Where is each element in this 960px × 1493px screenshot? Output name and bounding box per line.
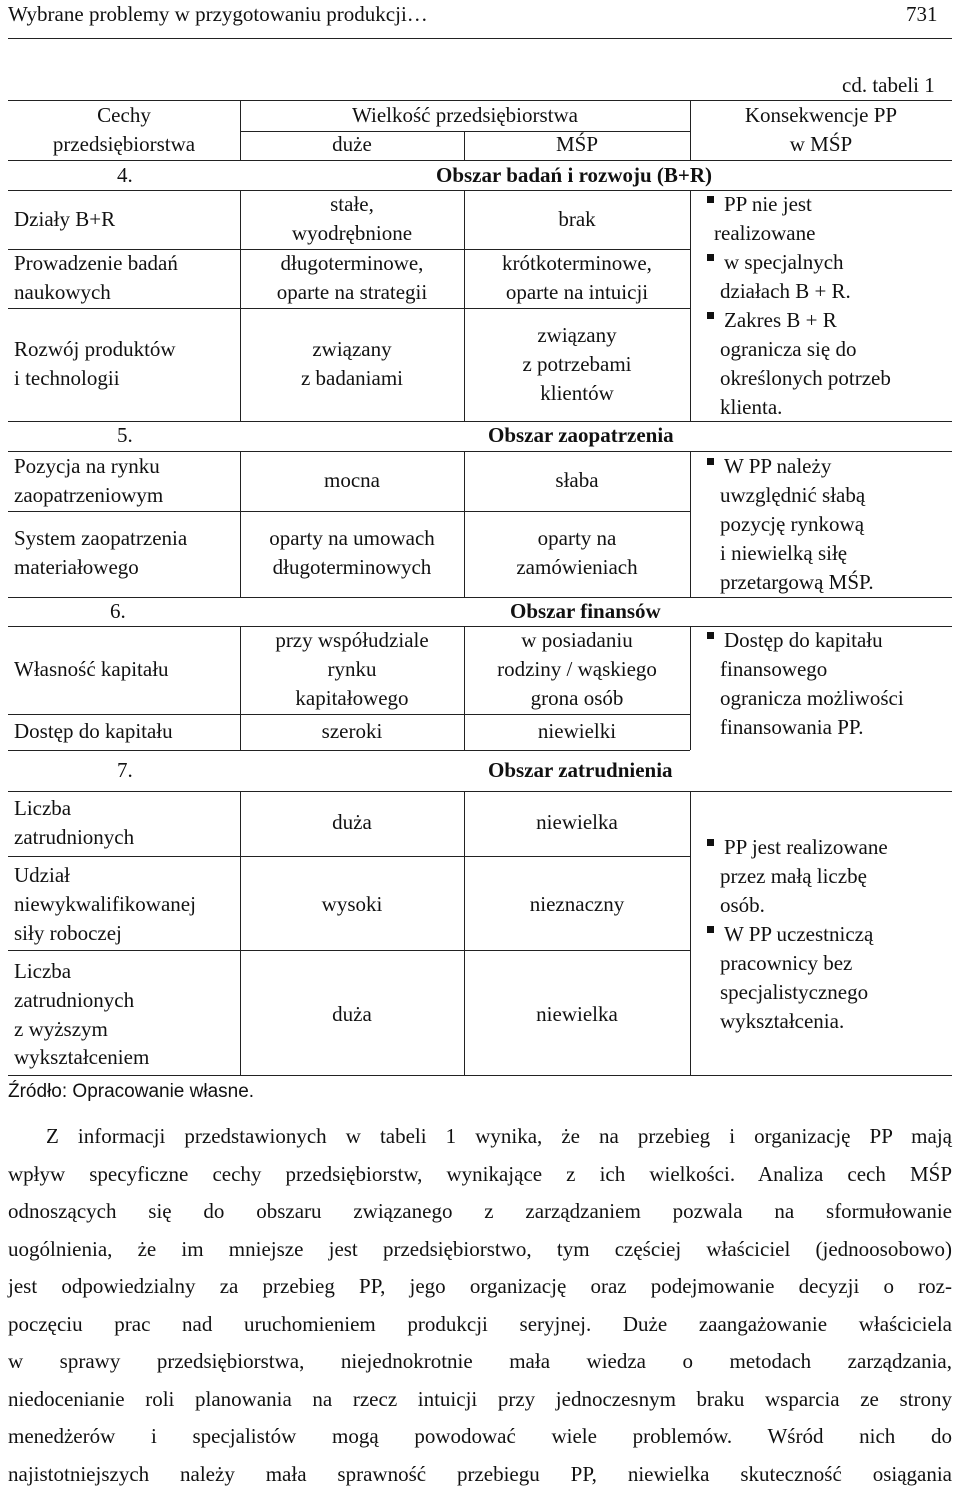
row-msp: krótkoterminowe, bbox=[464, 249, 690, 278]
row-label: zaopatrzeniowym bbox=[14, 481, 163, 510]
section-7-title: Obszar zatrudnienia bbox=[488, 756, 673, 785]
row-label: Udział bbox=[14, 861, 70, 890]
row-msp: grona osób bbox=[464, 684, 690, 713]
consequence-line: finansowego bbox=[720, 655, 904, 684]
col-vline bbox=[690, 626, 691, 750]
consequence-line: i niewielką siłę bbox=[720, 539, 874, 568]
header-vline bbox=[240, 100, 241, 160]
header-inner-rule bbox=[240, 131, 690, 132]
col-vline bbox=[464, 791, 465, 1075]
col-vline bbox=[240, 190, 241, 421]
consequence-item bbox=[707, 452, 874, 597]
col-vline bbox=[690, 451, 691, 597]
consequence-item bbox=[707, 920, 873, 1036]
row-msp: nieznaczny bbox=[464, 890, 690, 919]
consequence-line: specjalistycznego bbox=[720, 978, 873, 1007]
row-label: System zaopatrzenia bbox=[14, 524, 187, 553]
row-label: Działy B+R bbox=[14, 205, 115, 234]
header-konsekwencje-line1: Konsekwencje PP bbox=[690, 101, 952, 130]
bullet-icon bbox=[707, 254, 714, 261]
consequence-line: uwzględnić słabą bbox=[720, 481, 874, 510]
row-label: i technologii bbox=[14, 364, 120, 393]
section-6-number: 6. bbox=[110, 597, 126, 626]
consequence-line: w specjalnych bbox=[724, 248, 851, 277]
paragraph-line: w sprawy przedsiębiorstwa, niejednokrotnie mała wiedza o metodach zarządzania, bbox=[8, 1343, 952, 1381]
running-header-title: Wybrane problemy w przygotowaniu produkcji… bbox=[8, 0, 428, 29]
row-duze: oparty na umowach bbox=[240, 524, 464, 553]
header-rule bbox=[8, 38, 952, 39]
row-msp: brak bbox=[464, 205, 690, 234]
consequence-item bbox=[707, 190, 815, 248]
row-msp: zamówieniach bbox=[464, 553, 690, 582]
page-number: 731 bbox=[906, 0, 938, 29]
col-vline bbox=[464, 626, 465, 750]
col-vline bbox=[240, 791, 241, 1075]
row-msp: słaba bbox=[464, 466, 690, 495]
bullet-icon bbox=[707, 839, 714, 846]
consequence-line: osób. bbox=[720, 891, 888, 920]
paragraph-line: poczęciu prac nad uruchomieniem produkcji seryjnej. Duże zaangażowanie właściciela bbox=[8, 1306, 952, 1344]
consequence-line: przetargową MŚP. bbox=[720, 568, 874, 597]
consequence-line: realizowane bbox=[714, 219, 815, 248]
paragraph-line: menedżerów i specjalistów mogą powodować wiele problemów. Wśród nich do bbox=[8, 1418, 952, 1456]
col-vline bbox=[464, 190, 465, 421]
row-duze: z badaniami bbox=[240, 364, 464, 393]
header-cechy-line1: Cechy bbox=[8, 101, 240, 130]
paragraph-line: uogólnienia, że im mniejsze jest przedsiębiorstwo, tym częściej właściciel (jednoosobowo) bbox=[8, 1231, 952, 1269]
row-duze: rynku bbox=[240, 655, 464, 684]
consequence-line: Zakres B + R bbox=[724, 306, 891, 335]
consequence-item bbox=[707, 248, 851, 306]
consequence-line: przez małą liczbę bbox=[720, 862, 888, 891]
paragraph-line: jest odpowiedzialny za przebieg PP, jego organizację oraz podejmowanie decyzji o roz- bbox=[8, 1268, 952, 1306]
row-msp: klientów bbox=[464, 379, 690, 408]
table-source: Źródło: Opracowanie własne. bbox=[8, 1077, 254, 1106]
body-paragraph bbox=[8, 1118, 952, 1493]
paragraph-line: najistotniejszych należy mała sprawność przebiegu PP, niewielka skuteczność osiągania bbox=[8, 1456, 952, 1493]
row-msp: niewielka bbox=[464, 1000, 690, 1029]
row-label: Liczba bbox=[14, 957, 71, 986]
row-msp: niewielki bbox=[464, 717, 690, 746]
consequence-line: klienta. bbox=[720, 393, 891, 422]
consequence-line: pracownicy bez bbox=[720, 949, 873, 978]
row-label: Własność kapitału bbox=[14, 655, 169, 684]
row-label: Liczba bbox=[14, 794, 71, 823]
section-6-title: Obszar finansów bbox=[510, 597, 661, 626]
row-duze: kapitałowego bbox=[240, 684, 464, 713]
section-rule bbox=[8, 421, 952, 422]
row-label: naukowych bbox=[14, 278, 111, 307]
row-rule bbox=[8, 714, 690, 715]
consequence-line: określonych potrzeb bbox=[720, 364, 891, 393]
consequence-line: ogranicza możliwości bbox=[720, 684, 904, 713]
row-rule bbox=[8, 791, 952, 792]
row-rule bbox=[8, 308, 690, 309]
section-4-number: 4. bbox=[117, 161, 133, 190]
consequence-line: W PP uczestniczą bbox=[724, 920, 873, 949]
row-label: materiałowego bbox=[14, 553, 139, 582]
consequence-line: działach B + R. bbox=[720, 277, 851, 306]
section-rule bbox=[8, 597, 952, 598]
row-label: zatrudnionych bbox=[14, 823, 134, 852]
row-duze: wyodrębnione bbox=[240, 219, 464, 248]
row-label: niewykwalifikowanej bbox=[14, 890, 196, 919]
section-4-title: Obszar badań i rozwoju (B+R) bbox=[436, 161, 712, 190]
bullet-icon bbox=[707, 312, 714, 319]
row-duze: duża bbox=[240, 808, 464, 837]
consequence-line: pozycję rynkową bbox=[720, 510, 874, 539]
col-vline bbox=[690, 791, 691, 1075]
paragraph-line: wpływ specyficzne cechy przedsiębiorstw, wynikające z ich wielkości. Analiza cech MŚP bbox=[8, 1156, 952, 1194]
header-duze: duże bbox=[240, 130, 464, 159]
row-duze: wysoki bbox=[240, 890, 464, 919]
row-duze: długoterminowe, bbox=[240, 249, 464, 278]
row-rule bbox=[8, 856, 690, 857]
section-5-number: 5. bbox=[117, 421, 133, 450]
bullet-icon bbox=[707, 196, 714, 203]
consequence-line: W PP należy bbox=[724, 452, 874, 481]
row-msp: niewielka bbox=[464, 808, 690, 837]
header-msp: MŚP bbox=[464, 130, 690, 159]
row-label: Prowadzenie badań bbox=[14, 249, 178, 278]
row-duze: przy współudziale bbox=[240, 626, 464, 655]
table-bottom-rule bbox=[8, 1075, 952, 1076]
paragraph-line: Z informacji przedstawionych w tabeli 1 wynika, że na przebieg i organizację PP mają bbox=[8, 1118, 952, 1156]
col-vline bbox=[464, 451, 465, 597]
paragraph-line: niedocenianie roli planowania na rzecz intuicji przy jednoczesnym braku wsparcia ze strony bbox=[8, 1381, 952, 1419]
row-label: zatrudnionych bbox=[14, 986, 134, 1015]
consequence-item bbox=[707, 626, 904, 742]
col-vline bbox=[240, 451, 241, 597]
header-cechy-line2: przedsiębiorstwa bbox=[8, 130, 240, 159]
header-vline bbox=[464, 131, 465, 160]
table-continuation: cd. tabeli 1 bbox=[842, 71, 935, 100]
header-konsekwencje-line2: w MŚP bbox=[690, 130, 952, 159]
row-msp: związany bbox=[464, 321, 690, 350]
row-msp: oparty na bbox=[464, 524, 690, 553]
header-wielkosc: Wielkość przedsiębiorstwa bbox=[240, 101, 690, 130]
section-rule bbox=[8, 750, 690, 751]
col-vline bbox=[690, 190, 691, 421]
row-duze: szeroki bbox=[240, 717, 464, 746]
consequence-line: ogranicza się do bbox=[720, 335, 891, 364]
row-duze: stałe, bbox=[240, 190, 464, 219]
consequence-item bbox=[707, 306, 891, 422]
row-rule bbox=[8, 511, 690, 512]
consequence-item bbox=[707, 833, 888, 920]
section-7-number: 7. bbox=[117, 756, 133, 785]
paragraph-line: odnoszących się do obszaru związanego z zarządzaniem pozwala na sformułowanie bbox=[8, 1193, 952, 1231]
row-msp: w posiadaniu bbox=[464, 626, 690, 655]
bullet-icon bbox=[707, 632, 714, 639]
row-label: Rozwój produktów bbox=[14, 335, 176, 364]
consequence-line: wykształcenia. bbox=[720, 1007, 873, 1036]
row-duze: długoterminowych bbox=[240, 553, 464, 582]
row-label: Dostęp do kapitału bbox=[14, 717, 173, 746]
row-msp: rodziny / wąskiego bbox=[464, 655, 690, 684]
row-rule bbox=[8, 950, 690, 951]
row-msp: oparte na intuicji bbox=[464, 278, 690, 307]
consequence-line: finansowania PP. bbox=[720, 713, 904, 742]
consequence-line: PP nie jest bbox=[724, 190, 815, 219]
row-duze: mocna bbox=[240, 466, 464, 495]
row-label: z wyższym bbox=[14, 1015, 108, 1044]
consequence-line: Dostęp do kapitału bbox=[724, 626, 904, 655]
col-vline bbox=[240, 626, 241, 750]
section-5-title: Obszar zaopatrzenia bbox=[488, 421, 674, 450]
bullet-icon bbox=[707, 926, 714, 933]
row-duze: duża bbox=[240, 1000, 464, 1029]
row-duze: związany bbox=[240, 335, 464, 364]
consequence-line: PP jest realizowane bbox=[724, 833, 888, 862]
row-label: Pozycja na rynku bbox=[14, 452, 160, 481]
row-label: siły roboczej bbox=[14, 919, 122, 948]
row-label: wykształceniem bbox=[14, 1043, 149, 1072]
row-duze: oparte na strategii bbox=[240, 278, 464, 307]
header-vline bbox=[690, 100, 691, 160]
row-msp: z potrzebami bbox=[464, 350, 690, 379]
bullet-icon bbox=[707, 458, 714, 465]
